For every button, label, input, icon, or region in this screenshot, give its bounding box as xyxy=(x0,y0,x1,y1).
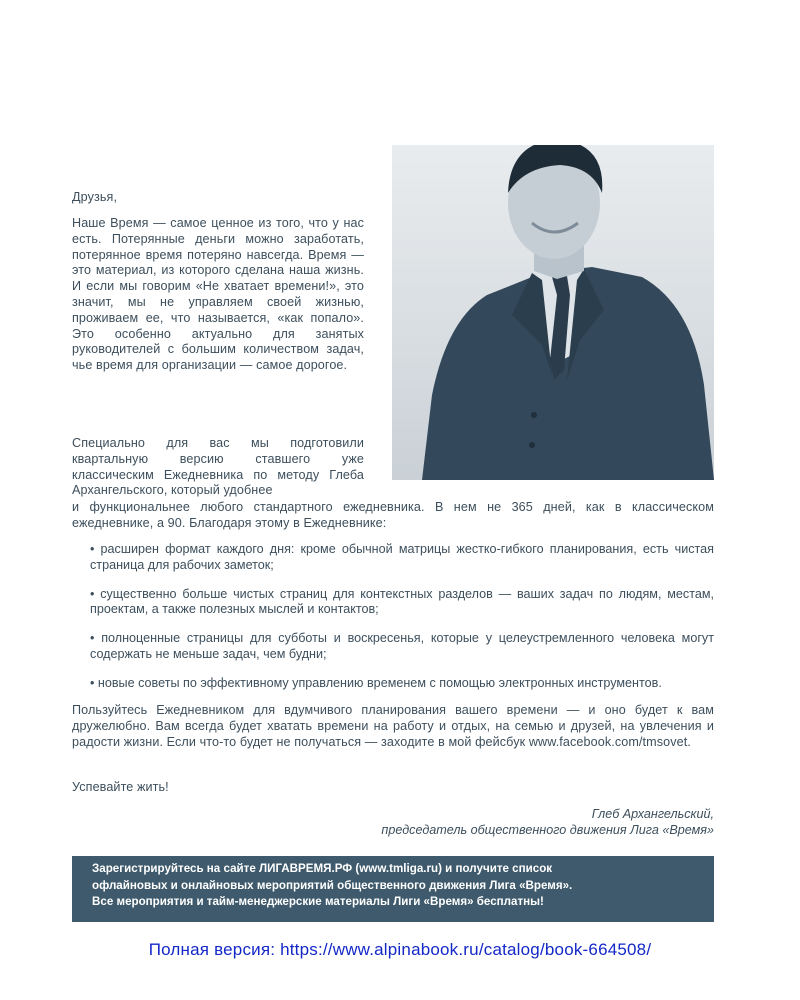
banner-line-2: офлайновых и онлайновых мероприятий общественного движения Лига «Время». xyxy=(92,878,573,892)
signature-title: председатель общественного движения Лига «Время» xyxy=(381,823,714,837)
author-portrait-icon xyxy=(392,145,714,480)
list-item: • существенно больше чистых страниц для контекстных разделов — ваших задач по людям, местам, проектам, а также полезных мыслей и контактов; xyxy=(90,586,714,617)
author-portrait xyxy=(392,145,714,480)
list-item: • новые советы по эффективному управлению временем с помощью электронных инструментов. xyxy=(90,675,662,690)
offer-paragraph-end: и функциональнее любого стандартного ежедневника. В нем не 365 дней, как в классическом ежедневнике, а 90. Благодаря этому в Ежедневнике: xyxy=(72,500,714,530)
offer-paragraph-start: Специально для вас мы подготовили квартальную версию ставшего уже классическим Ежедневника по методу Глеба Архангельского, который удобнее xyxy=(72,436,364,498)
signature-name: Глеб Архангельский, xyxy=(591,807,714,821)
signature xyxy=(381,806,714,838)
intro-paragraph: Наше Время — самое ценное из того, что у нас есть. Потерянные деньги можно заработать, потерянное время потеряно навсегда. Время — это материал, из которого сделана наша жизнь. И если мы говорим «Не хватает времени!», это значит, мы не управляем своей жизнью, проживаем ее, что называется, «как попало». Это особенно актуально для занятых руководителей с большим количеством задач, чье время для организации — самое дорогое. xyxy=(72,216,364,373)
banner-line-3: Все мероприятия и тайм-менеджерские материалы Лиги «Время» бесплатны! xyxy=(92,895,544,908)
banner-line-1: Зарегистрируйтесь на сайте ЛИГАВРЕМЯ.РФ (www.tmliga.ru) и получите список xyxy=(92,862,553,875)
list-item: • расширен формат каждого дня: кроме обычной матрицы жестко-гибкого планирования, есть чистая страница для рабочих заметок; xyxy=(90,542,714,572)
greeting: Друзья, xyxy=(72,190,118,204)
closing-line: Успевайте жить! xyxy=(72,780,169,794)
full-version-link[interactable]: Полная версия: https://www.alpinabook.ru/catalog/book-664508/ xyxy=(148,940,652,959)
list-item: • полноценные страницы для субботы и воскресенья, которые у целеустремленного человека могут содержать не меньше задач, чем будни; xyxy=(90,631,714,661)
usage-paragraph: Пользуйтесь Ежедневником для вдумчивого планирования вашего времени — и оно будет к вам дружелюбно. Вам всегда будет хватать времени на работу и отдых, на семью и друзей, на увлечения и радости жизни. Если что-то будет не получаться — заходите в мой фейсбук www.facebook.com/tmsovet. xyxy=(72,703,714,749)
features-list xyxy=(90,542,714,705)
registration-banner xyxy=(72,856,714,922)
